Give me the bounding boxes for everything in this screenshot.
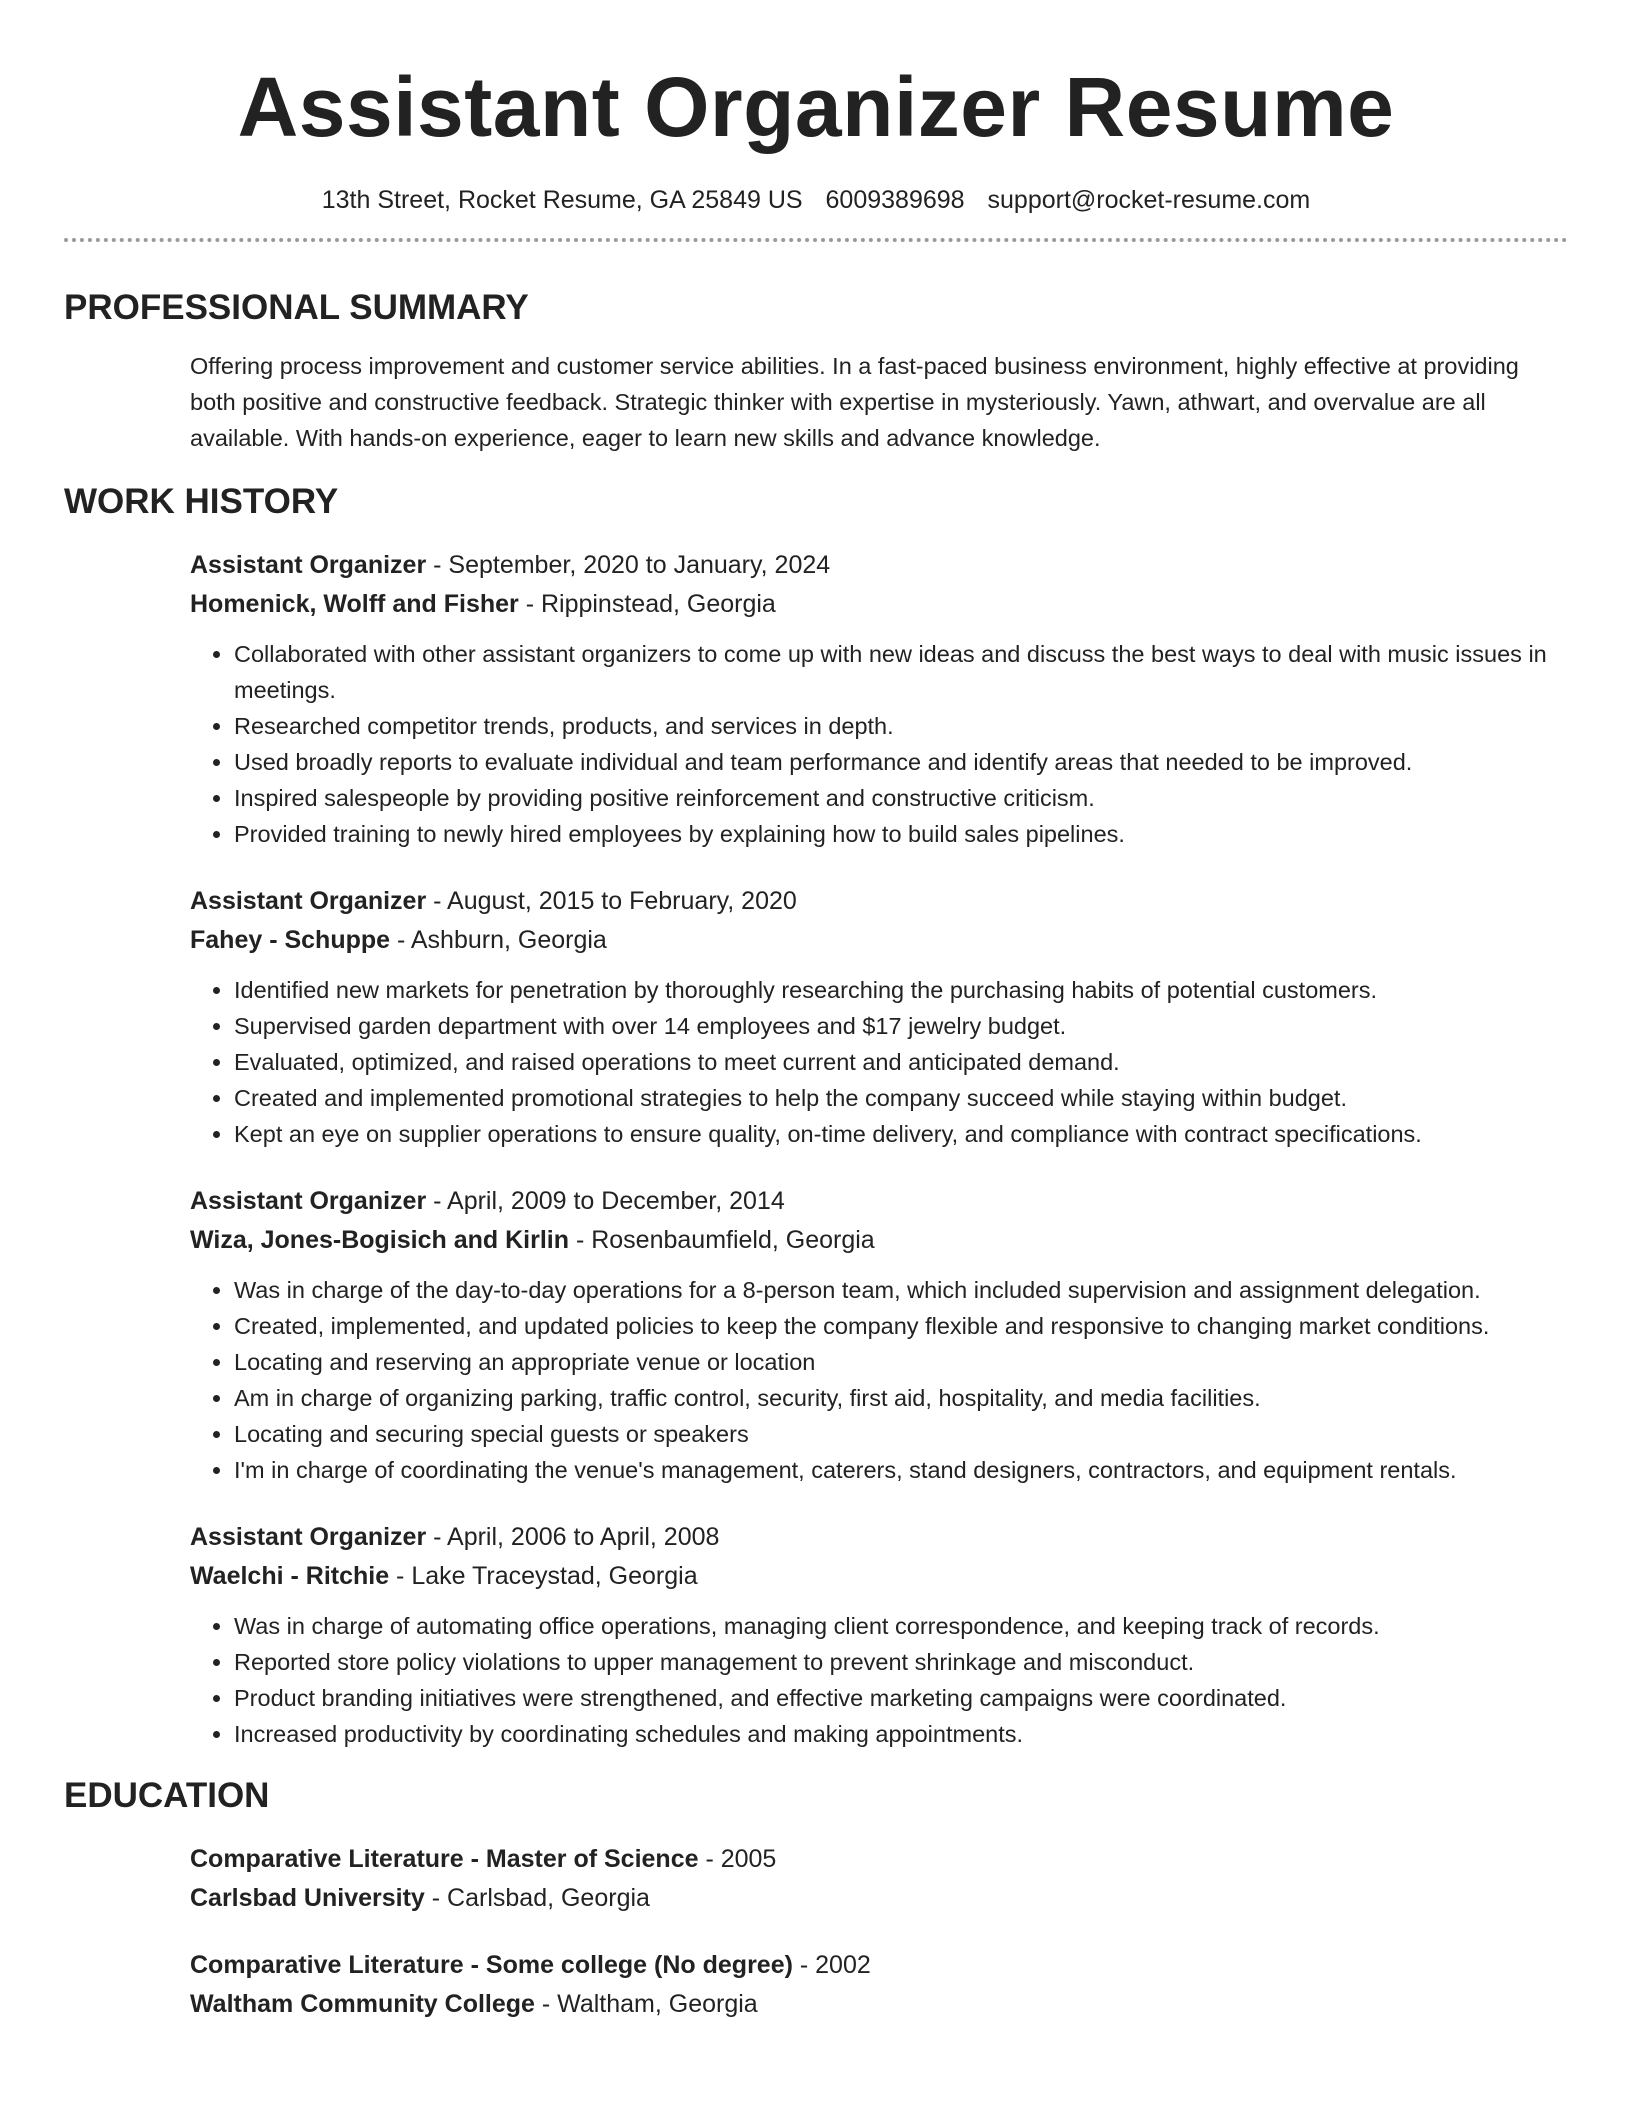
job-bullet: • Inspired salespeople by providing positive reinforcement and constructive criticism. [234, 780, 1568, 816]
job-bullet: • Increased productivity by coordinating schedules and making appointments. [234, 1716, 1568, 1752]
resume-title: Assistant Organizer Resume [237, 60, 1395, 154]
job-list [190, 546, 1568, 1752]
education-school-line [190, 1985, 1568, 2024]
education-degree-line [190, 1840, 1568, 1879]
job-bullet: • Evaluated, optimized, and raised operations to meet current and anticipated demand. [234, 1044, 1568, 1080]
job-bullet: • Product branding initiatives were strengthened, and effective marketing campaigns were coordinated. [234, 1680, 1568, 1716]
summary-heading: PROFESSIONAL SUMMARY [64, 288, 529, 327]
job-bullet: • Created, implemented, and updated policies to keep the company flexible and responsive to changing market conditions. [234, 1308, 1568, 1344]
job-role: Assistant Organizer [190, 887, 427, 915]
job-location: - Rosenbaumfield, Georgia [569, 1226, 875, 1254]
job-bullet: • Supervised garden department with over 14 employees and $17 jewelry budget. [234, 1008, 1568, 1044]
education-year: - 2002 [792, 1951, 871, 1979]
job-bullet: • Created and implemented promotional strategies to help the company succeed while staying within budget. [234, 1080, 1568, 1116]
job-bullets [190, 972, 1568, 1152]
summary-section [64, 286, 1568, 456]
job-bullet: • Identified new markets for penetration by thoroughly researching the purchasing habits of potential customers. [234, 972, 1568, 1008]
job-company: Fahey - Schuppe [190, 926, 391, 954]
contact-phone: 6009389698 [825, 186, 965, 214]
job-company: Waelchi - Ritchie [190, 1562, 390, 1590]
job-company-line [190, 585, 1568, 624]
education-section [64, 1774, 1568, 2024]
education-degree: Comparative Literature - Master of Science [190, 1845, 699, 1873]
job-bullet: • Provided training to newly hired employees by explaining how to build sales pipelines. [234, 816, 1568, 852]
job-company-line [190, 921, 1568, 960]
job-dates: - April, 2009 to December, 2014 [426, 1187, 785, 1215]
job-entry [190, 1518, 1568, 1752]
job-entry [190, 1182, 1568, 1488]
contact-address: 13th Street, Rocket Resume, GA 25849 US [321, 186, 803, 214]
job-entry [190, 546, 1568, 852]
education-school: Carlsbad University [190, 1884, 425, 1912]
job-bullet: • Locating and securing special guests or speakers [234, 1416, 1568, 1452]
job-company-line [190, 1221, 1568, 1260]
work-history-section [64, 480, 1568, 1752]
job-entry [190, 882, 1568, 1152]
education-school-line [190, 1879, 1568, 1918]
job-dates: - August, 2015 to February, 2020 [426, 887, 797, 915]
job-title-line [190, 1182, 1568, 1221]
job-role: Assistant Organizer [190, 1187, 427, 1215]
job-bullet: • Am in charge of organizing parking, traffic control, security, first aid, hospitality, and media facilities. [234, 1380, 1568, 1416]
job-company-line [190, 1557, 1568, 1596]
work-history-heading: WORK HISTORY [64, 482, 339, 521]
job-location: - Ashburn, Georgia [390, 926, 607, 954]
job-role: Assistant Organizer [190, 1523, 427, 1551]
education-list [190, 1840, 1568, 2024]
education-school: Waltham Community College [190, 1990, 535, 2018]
job-title-line [190, 546, 1568, 585]
job-title-line [190, 882, 1568, 921]
job-bullet: • Was in charge of the day-to-day operations for a 8-person team, which included supervision and assignment delegation. [234, 1272, 1568, 1308]
education-entry [190, 1840, 1568, 1918]
education-entry [190, 1946, 1568, 2024]
contact-email: support@rocket-resume.com [987, 186, 1311, 214]
job-location: - Rippinstead, Georgia [518, 590, 776, 618]
education-degree-line [190, 1946, 1568, 1985]
job-bullets [190, 1272, 1568, 1488]
education-location: - Waltham, Georgia [534, 1990, 758, 2018]
job-bullet: • I'm in charge of coordinating the venue's management, caterers, stand designers, contractors, and equipment rentals. [234, 1452, 1568, 1488]
job-bullet: • Was in charge of automating office operations, managing client correspondence, and keeping track of records. [234, 1608, 1568, 1644]
job-dates: - April, 2006 to April, 2008 [426, 1523, 720, 1551]
job-bullet: • Collaborated with other assistant organizers to come up with new ideas and discuss the best ways to deal with music issues in meetings. [234, 636, 1568, 708]
education-heading: EDUCATION [64, 1776, 270, 1815]
job-company: Wiza, Jones-Bogisich and Kirlin [190, 1226, 569, 1254]
summary-text: Offering process improvement and customer service abilities. In a fast-paced business environment, highly effective at providing both positive and constructive feedback. Strategic thinker with expertise in mysteriously. Yawn, athwart, and overvalue are all available. With hands-on experience, eager to learn new skills and advance knowledge. [190, 353, 1519, 451]
job-bullet: • Reported store policy violations to upper management to prevent shrinkage and misconduct. [234, 1644, 1568, 1680]
job-bullets [190, 636, 1568, 852]
job-bullet: • Researched competitor trends, products, and services in depth. [234, 708, 1568, 744]
education-year: - 2005 [698, 1845, 777, 1873]
education-location: - Carlsbad, Georgia [424, 1884, 650, 1912]
job-bullet: • Kept an eye on supplier operations to ensure quality, on-time delivery, and compliance with contract specifications. [234, 1116, 1568, 1152]
contact-line [64, 184, 1568, 216]
job-company: Homenick, Wolff and Fisher [190, 590, 519, 618]
job-bullet: • Used broadly reports to evaluate individual and team performance and identify areas that needed to be improved. [234, 744, 1568, 780]
job-dates: - September, 2020 to January, 2024 [426, 551, 831, 579]
education-degree: Comparative Literature - Some college (No degree) [190, 1951, 793, 1979]
job-bullet: • Locating and reserving an appropriate venue or location [234, 1344, 1568, 1380]
header-divider [64, 238, 1568, 242]
job-role: Assistant Organizer [190, 551, 427, 579]
job-title-line [190, 1518, 1568, 1557]
job-bullets [190, 1608, 1568, 1752]
job-location: - Lake Traceystad, Georgia [389, 1562, 698, 1590]
